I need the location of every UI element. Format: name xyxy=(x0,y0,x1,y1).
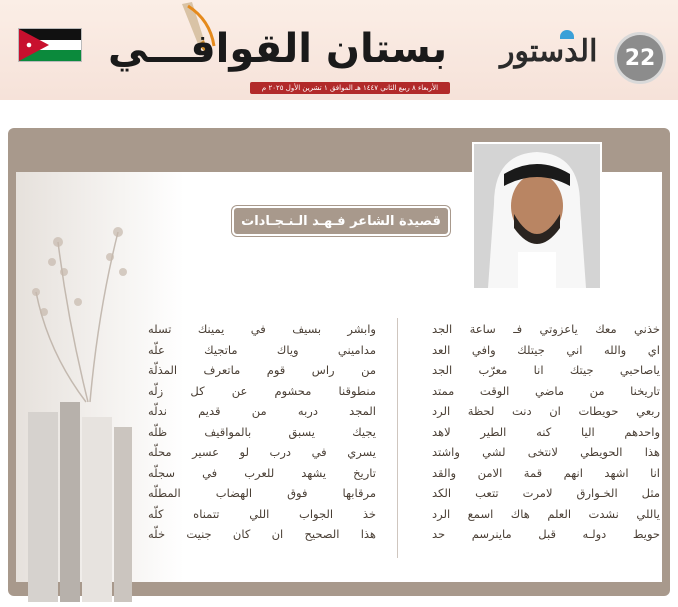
masthead xyxy=(0,0,678,100)
poem-line: حويط دولـه قبل ماينرسم حد xyxy=(432,527,660,541)
poem-line: هذا الصحيح ان كان جنيت خلّه xyxy=(148,527,376,541)
poem-line: ربعي حويطات ان دنت لحظة الرد xyxy=(432,404,660,418)
poem-line: واحدهم اليا كنه الطير لاهد xyxy=(432,424,660,439)
column-divider xyxy=(397,318,398,558)
poem-line: مرقابها فوق الهضاب المطلّه xyxy=(148,486,376,500)
poem-right-column xyxy=(432,322,660,548)
poem-line: خذني معك ياعزوتي فـ ساعة الجد xyxy=(432,322,660,336)
poem-line: وابشر بسيف في يمينك تسله xyxy=(148,322,376,336)
jordan-flag-icon xyxy=(18,28,82,62)
poem-line: هذا الحويطي لانتخى لشي واشتد xyxy=(432,445,660,459)
poem-title: قصيدة الشاعر فـهـد الـنـجـادات xyxy=(232,206,450,236)
section-title: بستان القوافـــي xyxy=(108,26,448,72)
poem-line: المجد دربه من قديم ندلّه xyxy=(148,404,376,418)
poem-line: من راس قوم ماتعرف المذلّة xyxy=(148,363,376,377)
poem-line: تاريخنا من ماضي الوقت ممتد xyxy=(432,383,660,398)
poem-line: خذ الجواب اللي تتمناه كلّه xyxy=(148,506,376,521)
page-number-badge: 22 xyxy=(614,32,666,84)
poem-line: تاريخ يشهد للعرب في سجلّه xyxy=(148,465,376,480)
poem-line: اي والله اني جيتلك وافي العد xyxy=(432,342,660,357)
poem-line: مثل الخـوارق لامرت تتعب الكد xyxy=(432,486,660,500)
poem-line: يجيك يسبق بالمواقيف ظلّه xyxy=(148,424,376,439)
poem-line: ياصاحبي جيتك انا معرّب الجد xyxy=(432,363,660,377)
newspaper-logo: الدستور xyxy=(500,34,598,69)
poem-line: انا اشهد انهم قمة الامن والقد xyxy=(432,465,660,480)
poem-line: مداميني وياك ماتجيك علّه xyxy=(148,342,376,357)
poem-line: ياللي نشدت العلم هاك اسمع الرد xyxy=(432,506,660,521)
dried-flowers-books-icon xyxy=(28,202,138,602)
poet-photo xyxy=(472,142,602,290)
poem-left-column xyxy=(148,322,376,548)
dateline: الأربعاء ٨ ربيع الثاني ١٤٤٧ هـ الموافق ١ تشرين الأول ٢٠٢٥ م xyxy=(250,82,450,94)
poem-line: يسري في درب لو عسير محلّه xyxy=(148,445,376,459)
poem-line: منطوقنا محشوم عن كل زلّه xyxy=(148,383,376,398)
